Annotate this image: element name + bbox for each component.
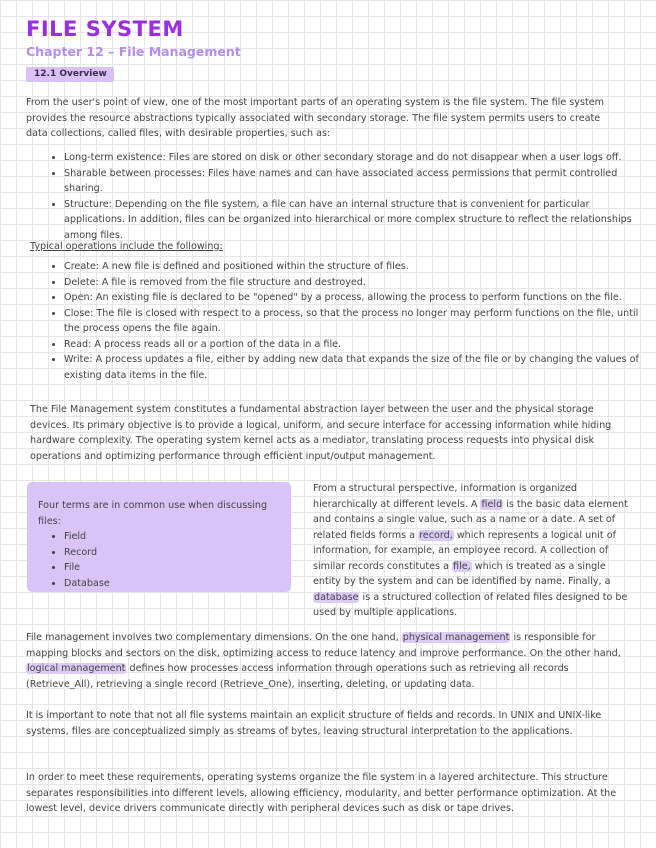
- text-run: is the basic data element and contains a single value, such as a name or a date. A set of related fields forms a: [313, 498, 628, 541]
- keyword-field: field: [481, 498, 503, 510]
- list-item: • Read: A process reads all or a portion of the data in a file.: [64, 337, 644, 353]
- operations-heading: Typical operations include the following:: [30, 241, 223, 252]
- keyword-record: record,: [419, 529, 453, 541]
- terms-title: Four terms are in common use when discussing files:: [38, 500, 268, 527]
- list-item: • Create: A new file is defined and positioned within the structure of files.: [64, 259, 644, 275]
- keyword-physical-management: physical management: [402, 632, 510, 643]
- list-item: • Long-term existence: Files are stored on disk or other secondary storage and do not disappear when a user logs off.: [64, 150, 644, 166]
- page-title: FILE SYSTEM: [26, 17, 184, 41]
- note-paragraph: It is important to note that not all file systems maintain an explicit structure of fields and records. In UNIX and UNIX-like systems, files are conceptualized simply as streams of bytes, leaving structural interpretation to the applications.: [26, 710, 602, 737]
- text-run: which is treated as a single entity by the system and can be identified by name. Finally, a: [313, 560, 611, 587]
- list-item: • Record: [64, 545, 291, 561]
- list-item: • Structure: Depending on the file system, a file can have an internal structure that is convenient for particular applications. In addition, files can be organized into hierarchical or more complex structure to reflect the relationships among files.: [64, 197, 644, 244]
- text-run: is responsible for mapping blocks and sectors on the disk, optimizing access to reduce latency and improve performance. On the other hand,: [26, 632, 621, 659]
- text-run: which represents a logical unit of information, for example, an employee record. A collection of similar records constitutes a: [313, 529, 616, 572]
- file-management-paragraph: The File Management system constitutes a fundamental abstraction layer between the user and the physical storage devices. Its primary objective is to provide a logical, uniform, and secure interface for accessing information while hiding hardware complexity. The operating system kernel acts as a mediator, translating process requests into physical disk operations and optimizing performance through efficient input/output management.: [30, 404, 612, 462]
- intro-paragraph: From the user's point of view, one of the most important parts of an operating system is the file system. The file system provides the resource abstractions typically associated with secondary storage. The file system permits users to create data collections, called files, with desirable properties, such as:: [26, 97, 604, 139]
- terms-callout: [27, 482, 291, 592]
- list-item: • Close: The file is closed with respect to a process, so that the process no longer may perform functions on the file, until the process opens the file again.: [64, 306, 644, 337]
- keyword-file: file,: [453, 560, 471, 572]
- keyword-database: database: [314, 591, 359, 603]
- chapter-subtitle: Chapter 12 – File Management: [26, 44, 241, 59]
- text-run: File management involves two complementary dimensions. On the one hand,: [26, 632, 402, 643]
- properties-list: [48, 150, 644, 243]
- list-item: • Open: An existing file is declared to be "opened" by a process, allowing the process to perform functions on the file.: [64, 290, 644, 306]
- text-run: From a structural perspective, information is organized hierarchically at different levels. A: [313, 483, 578, 510]
- list-item: • Sharable between processes: Files have names and can have associated access permissions that permit controlled sharing.: [64, 166, 644, 197]
- list-item: • Field: [64, 529, 291, 545]
- list-item: • Database: [64, 576, 291, 592]
- dimensions-paragraph: [26, 630, 630, 692]
- keyword-logical-management: logical management: [27, 663, 126, 674]
- text-run: defines how processes access information through operations such as retrieving all records (Retrieve_All), retrieving a single record (Retrieve_One), inserting, deleting, or updating data.: [26, 663, 569, 690]
- structural-paragraph: [313, 481, 629, 621]
- text-run: is a structured collection of related files designed to be used by multiple applications.: [313, 591, 628, 618]
- operations-list: [48, 259, 644, 383]
- terms-list: [38, 529, 291, 591]
- section-tag: 12.1 Overview: [26, 67, 114, 82]
- list-item: • File: [64, 560, 291, 576]
- list-item: • Write: A process updates a file, either by adding new data that expands the size of the file or by changing the values of existing data items in the file.: [64, 352, 644, 383]
- list-item: • Delete: A file is removed from the file structure and destroyed.: [64, 275, 644, 291]
- layered-architecture-paragraph: In order to meet these requirements, operating systems organize the file system in a layered architecture. This structure separates responsibilities into different levels, allowing efficiency, modularity, and better performance optimization. At the lowest level, device drivers communicate directly with peripheral devices such as disk or tape drives.: [26, 772, 617, 814]
